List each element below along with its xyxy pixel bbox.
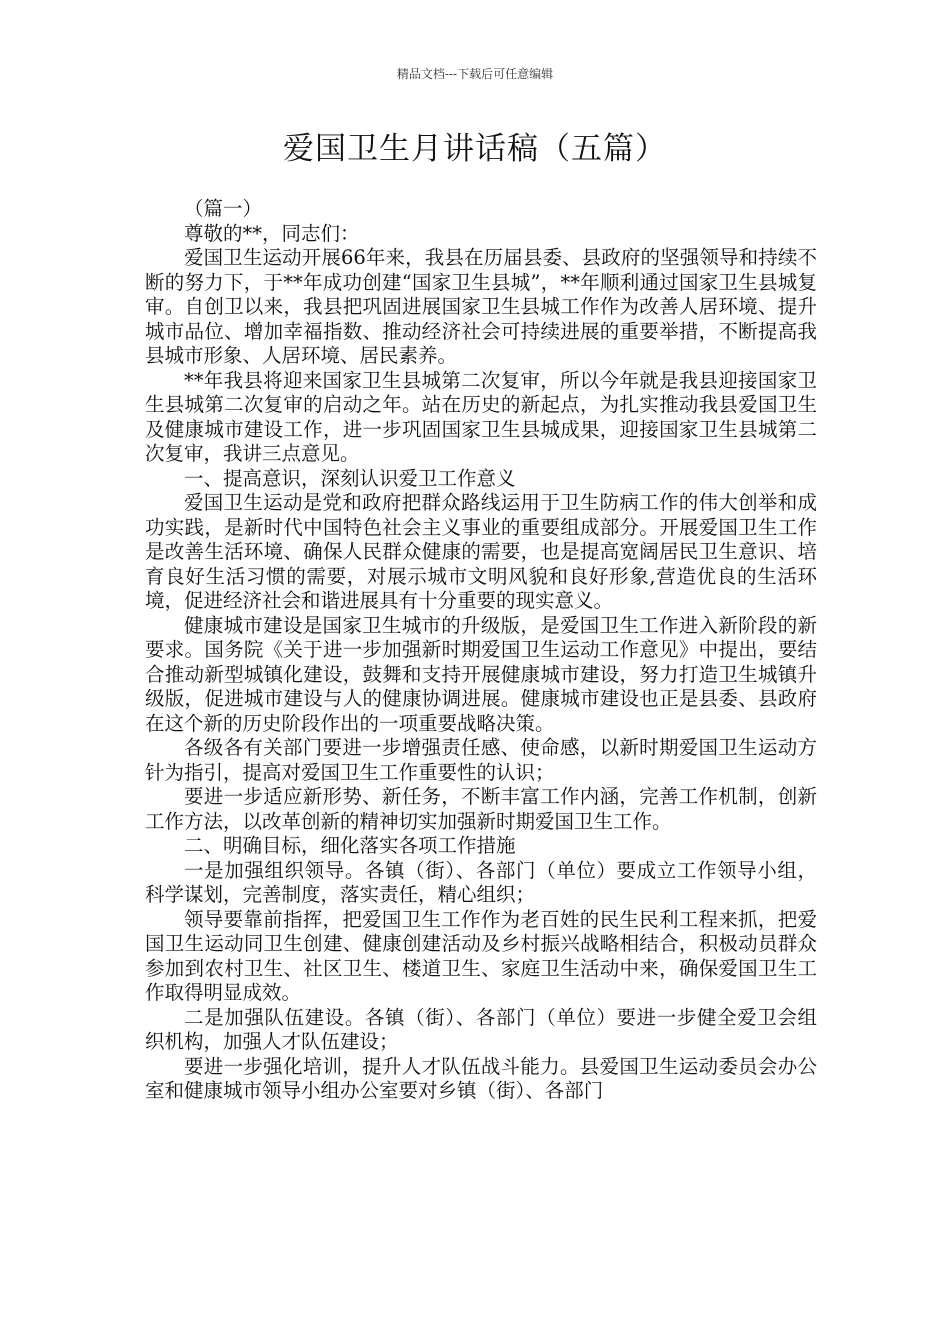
paragraph: 爱国卫生运动是党和政府把群众路线运用于卫生防病工作的伟大创举和成功实践，是新时代中国特色社会主义事业的重要组成部分。开展爱国卫生工作是改善生活环境、确保人民群众健康的需要，也是提高宽阔居民卫生意识、培育良好生活习惯的需要，对展示城市文明风貌和良好形象,营造优良的生活环境，促进经济社会和谐进展具有十分重要的现实意义。 [145,491,817,612]
section-label: （篇一） [184,197,263,220]
paragraph: 领导要靠前指挥，把爱国卫生工作作为老百姓的民生民利工程来抓，把爱国卫生运动同卫生创建、健康创建活动及乡村振兴战略相结合，积极动员群众参加到农村卫生、社区卫生、楼道卫生、家庭卫生活动中来，确保爱国卫生工作取得明显成效。 [145,907,817,1004]
section-heading: 二、明确目标，细化落实各项工作措施 [184,834,516,857]
paragraph: 要进一步强化培训，提升人才队伍战斗能力。县爱国卫生运动委员会办公室和健康城市领导小组办公室要对乡镇（街）、各部门 [145,1054,817,1102]
paragraph: 健康城市建设是国家卫生城市的升级版，是爱国卫生工作进入新阶段的新要求。国务院《关于进一步加强新时期爱国卫生运动工作意见》中提出，要结合推动新型城镇化建设，鼓舞和支持开展健康城市建设，努力打造卫生城镇升级版，促进城市建设与人的健康协调进展。健康城市建设也正是县委、县政府在这个新的历史阶段作出的一项重要战略决策。 [145,613,817,735]
paragraph: 要进一步适应新形势、新任务，不断丰富工作内涵，完善工作机制，创新工作方法，以改革创新的精神切实加强新时期爱国卫生工作。 [145,785,817,833]
paragraph: **年我县将迎来国家卫生县城第二次复审，所以今年就是我县迎接国家卫生县城第二次复审的启动之年。站在历史的新起点，为扎实推动我县爱国卫生及健康城市建设工作，进一步巩固国家卫生县城成果，迎接国家卫生县城第二次复审，我讲三点意见。 [145,368,817,465]
paragraph: 爱国卫生运动开展66年来，我县在历届县委、县政府的坚强领导和持续不断的努力下，于**年成功创建“国家卫生县城”，**年顺利通过国家卫生县城复审。自创卫以来，我县把巩固进展国家卫生县城工作作为改善人居环境、提升城市品位、增加幸福指数、推动经济社会可持续进展的重要举措，不断提高我县城市形象、人居环境、居民素养。 [145,246,817,367]
salutation: 尊敬的**，同志们： [184,221,360,245]
document-body [145,197,817,1104]
paragraph: 各级各有关部门要进一步增强责任感、使命感，以新时期爱国卫生运动方针为指引，提高对爱国卫生工作重要性的认识； [145,736,817,784]
page-header: 精品文档---下载后可任意编辑 [396,67,554,81]
section-heading: 一、提高意识，深刻认识爱卫工作意义 [184,466,516,490]
document-title: 爱国卫生月讲话稿（五篇） [283,131,667,167]
paragraph: 一是加强组织领导。各镇（街）、各部门（单位）要成立工作领导小组，科学谋划，完善制度，落实责任，精心组织； [145,858,817,906]
paragraph: 二是加强队伍建设。各镇（街）、各部门（单位）要进一步健全爱卫会组织机构，加强人才队伍建设； [145,1005,817,1053]
